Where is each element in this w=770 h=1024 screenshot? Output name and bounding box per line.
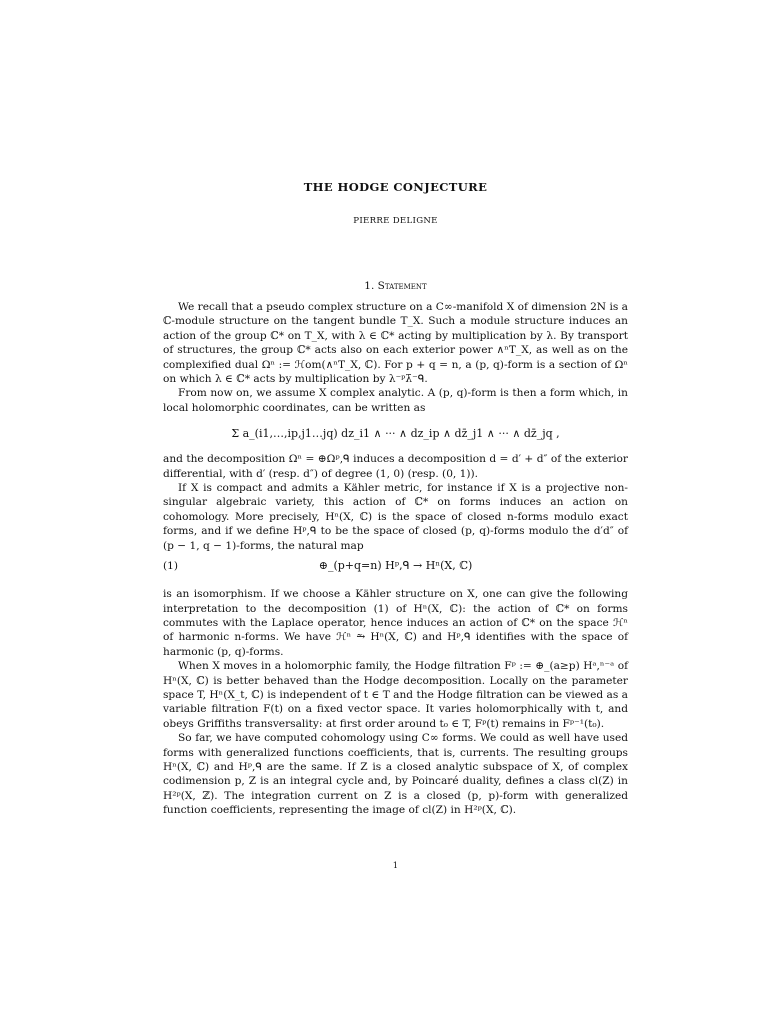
section-heading xyxy=(163,280,628,292)
section-number: 1. xyxy=(364,280,375,292)
paragraph-4: If X is compact and admits a Kähler metric, for instance if X is a projective non-singular algebraic variety, this action of ℂ* on forms induces an action on cohomology. More precisely, Hⁿ(X, ℂ) is the space of closed n-forms modulo exact forms, and if we define Hᵖ,ᑫ to be the space of closed (p, q)-forms modulo the d′d″ of (p − 1, q − 1)-forms, the natural map xyxy=(163,482,628,552)
paper-author: PIERRE DELIGNE xyxy=(353,216,438,226)
equation-1 xyxy=(163,557,628,581)
paragraph-7: So far, we have computed cohomology using C∞ forms. We could as well have used forms with generalized functions coefficients, that is, currents. The resulting groups Hⁿ(X, ℂ) and Hᵖ,ᑫ are the same. If Z is a closed analytic subspace of X, of complex codimension p, Z is an integral cycle and, by Poincaré duality, defines a class cl(Z) in H²ᵖ(X, ℤ). The integration current on Z is a closed (p, p)-form with generalized function coefficients, representing the image of cl(Z) in H²ᵖ(X, ℂ). xyxy=(163,732,628,817)
section-title: Statement xyxy=(377,280,427,292)
paragraph-2: From now on, we assume X complex analytic. A (p, q)-form is then a form which, in local holomorphic coordinates, can be written as xyxy=(163,387,628,414)
paper-title: THE HODGE CONJECTURE xyxy=(303,180,488,194)
display-sum-formula xyxy=(163,420,628,448)
paragraph-3: and the decomposition Ωⁿ = ⊕Ωᵖ,ᑫ induces a decomposition d = d′ + d″ of the exterior differential, with d′ (resp. d″) of degree (1, 0) (resp. (0, 1)). xyxy=(163,453,628,480)
page-number: 1 xyxy=(392,861,399,871)
equation-1-label: (1) xyxy=(163,560,179,573)
equation-1-body: ⊕_(p+q=n) Hᵖ,ᑫ → Hⁿ(X, ℂ) xyxy=(318,559,473,573)
paragraph-5: is an isomorphism. If we choose a Kähler structure on X, one can give the following interpretation to the decomposition (1) of Hⁿ(X, ℂ): the action of ℂ* on forms commutes with the Laplace operator, hence induces an action of ℂ* on the space ℋⁿ of harmonic n-forms. We have ℋⁿ ⥲ Hⁿ(X, ℂ) and Hᵖ,ᑫ identifies with the space of harmonic (p, q)-forms. xyxy=(163,588,628,658)
paper-page xyxy=(163,180,628,871)
paragraph-6: When X moves in a holomorphic family, the Hodge filtration Fᵖ := ⊕_(a≥p) Hᵃ,ⁿ⁻ᵃ of Hⁿ(X, ℂ) is better behaved than the Hodge decomposition. Locally on the parameter space T, Hⁿ(X_t, ℂ) is independent of t ∈ T and the Hodge filtration can be viewed as a variable filtration F(t) on a fixed vector space. It varies holomorphically with t, and obeys Griffiths transversality: at first order around t₀ ∈ T, Fᵖ(t) remains in Fᵖ⁻¹(t₀). xyxy=(163,660,628,730)
paragraph-1: We recall that a pseudo complex structure on a C∞-manifold X of dimension 2N is a ℂ-module structure on the tangent bundle T_X. Such a module structure induces an action of the group ℂ* on T_X, with λ ∈ ℂ* acting by multiplication by λ. By transport of structures, the group ℂ* acts also on each exterior power ∧ⁿT_X, as well as on the complexified dual Ωⁿ := ℋom(∧ⁿT_X, ℂ). For p + q = n, a (p, q)-form is a section of Ωⁿ on which λ ∈ ℂ* acts by multiplication by λ⁻ᵖλ̄⁻ᑫ. xyxy=(163,301,628,386)
sum-formula-body: Σ a_(i1,…,ip,j1…jq) dz_i1 ∧ ··· ∧ dz_ip ∧ dz̄_j1 ∧ ··· ∧ dz̄_jq , xyxy=(231,427,560,441)
